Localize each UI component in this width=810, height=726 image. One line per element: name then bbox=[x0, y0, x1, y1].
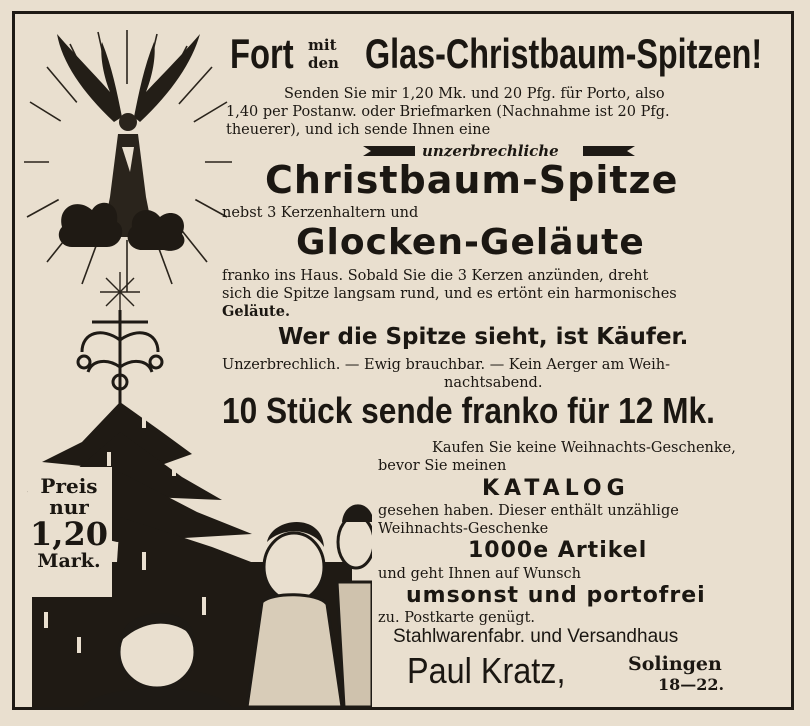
company-line: Stahlwarenfabr. und Versandhaus bbox=[393, 626, 679, 647]
topper-star bbox=[100, 272, 140, 312]
owner-name: Paul Kratz, bbox=[407, 650, 566, 691]
price-badge bbox=[30, 476, 108, 572]
franko-line-1: franko ins Haus. Sobald Sie die 3 Kerzen anzünden, dreht bbox=[222, 268, 649, 284]
price-amount: 1,20 bbox=[30, 515, 108, 553]
gesehen-line-2: Weihnachts-Geschenke bbox=[378, 521, 549, 537]
franko-line-2: sich die Spitze langsam rund, und es ertönt ein harmonisches bbox=[222, 286, 677, 302]
address-number: 18—22. bbox=[658, 675, 725, 694]
umsonst: umsonst und portofrei bbox=[406, 583, 706, 608]
intro-line-1: Senden Sie mir 1,20 Mk. und 20 Pfg. für Porto, also bbox=[284, 86, 665, 102]
price-label-preis: Preis bbox=[40, 474, 98, 498]
katalog: KATALOG bbox=[482, 476, 630, 501]
kaufen-line-1: Kaufen Sie keine Weihnachts-Geschenke, bbox=[432, 440, 736, 456]
kaeufer-line: Wer die Spitze sieht, ist Käufer. bbox=[278, 324, 689, 350]
price-label-nur: nur bbox=[49, 495, 89, 519]
unbreakable-line-1: Unzerbrechlich. — Ewig brauchbar. — Kein Aerger am Weih- bbox=[222, 357, 670, 373]
cloud-right bbox=[128, 210, 185, 251]
city: Solingen bbox=[628, 653, 722, 675]
gesehen-line-1: gesehen haben. Dieser enthält unzählige bbox=[378, 503, 679, 519]
angel-head bbox=[119, 113, 137, 131]
headline-fort: Fort bbox=[230, 30, 294, 77]
kaufen-line-2: bevor Sie meinen bbox=[378, 458, 507, 474]
nebst-line: nebst 3 Kerzenhaltern und bbox=[222, 205, 419, 221]
postkarte-line: zu. Postkarte genügt. bbox=[378, 610, 536, 626]
cloud-left bbox=[59, 203, 122, 247]
christbaum-spitze bbox=[78, 310, 162, 417]
franko-line-3: Geläute. bbox=[222, 303, 291, 320]
headline-mit: mit bbox=[308, 36, 337, 54]
intro-line-2: 1,40 per Postanw. oder Briefmarken (Nachnahme ist 20 Pfg. bbox=[226, 104, 670, 120]
child-head bbox=[264, 533, 324, 601]
woman-head bbox=[338, 516, 372, 568]
geht-line: und geht Ihnen auf Wunsch bbox=[378, 566, 581, 582]
spitze-title: Christbaum-Spitze bbox=[265, 158, 679, 202]
child-body bbox=[247, 595, 342, 707]
glocken-title: Glocken-Geläute bbox=[296, 222, 645, 263]
banner-word: unzerbrechliche bbox=[422, 142, 559, 160]
offer-line: 10 Stück sende franko für 12 Mk. bbox=[222, 390, 715, 431]
unbreakable-line-2: nachtsabend. bbox=[444, 375, 543, 391]
intro-line-3: theuerer), und ich sende Ihnen eine bbox=[226, 122, 491, 138]
headline-den: den bbox=[308, 54, 339, 72]
headline-product: Glas-Christbaum-Spitzen! bbox=[365, 30, 763, 77]
price-label-mark: Mark. bbox=[37, 549, 101, 572]
artikel: 1000e Artikel bbox=[468, 538, 648, 563]
